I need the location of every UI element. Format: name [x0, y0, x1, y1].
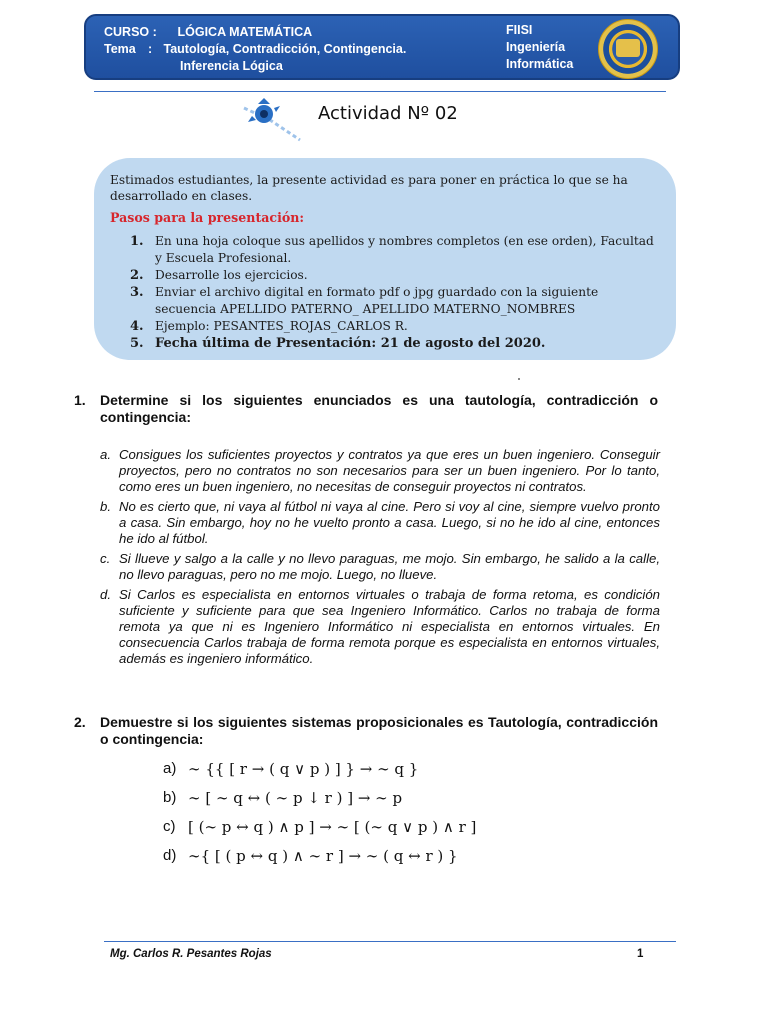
- topic-row: [104, 42, 406, 56]
- item-letter: a.: [100, 447, 111, 462]
- step-item: [130, 284, 658, 318]
- formula-label: b): [163, 789, 177, 806]
- step-number: 2.: [130, 268, 144, 283]
- step-number: 5.: [130, 336, 144, 351]
- topic-label: Tema: [104, 42, 136, 56]
- item-text: Si Carlos es especialista en entornos virtuales o trabaja de forma retoma, es condición suficiente y suficiente para que sea Ingeniero Informático. Carlos no trabaja de forma remota ya que ni es Ingeniero Informático ni especialista en entornos virtuales. En consecuencia Carlos trabaja de forma remota porque es especialista en entornos virtuales, además es ingeniero informático.: [119, 587, 660, 666]
- question1-item: [100, 587, 660, 667]
- formula-row: [163, 760, 643, 789]
- step-text-deadline: Fecha última de Presentación: 21 de agosto del 2020.: [155, 336, 546, 351]
- faculty-line2: Ingeniería: [506, 40, 566, 54]
- step-text: En una hoja coloque sus apellidos y nombres completos (en ese orden), Facultad y Escuela Profesional.: [155, 234, 654, 265]
- question1-number: 1.: [74, 392, 86, 408]
- activity-title: Actividad Nº 02: [318, 103, 458, 124]
- question1-item: [100, 551, 660, 583]
- step-text: Enviar el archivo digital en formato pdf o jpg guardado con la siguiente secuencia APELLIDO PATERNO_ APELLIDO MATERNO_NOMBRES: [155, 285, 599, 316]
- instructions-box: [94, 158, 676, 360]
- formula-expression: ∼ {{ [ r → ( q ∨ p ) ] } → ∼ q }: [188, 760, 419, 778]
- topic-separator: :: [148, 42, 153, 56]
- formula-label: c): [163, 818, 176, 835]
- step-text: Ejemplo: PESANTES_ROJAS_CARLOS R.: [155, 319, 408, 333]
- question1-item: [100, 499, 660, 547]
- question2-text: Demuestre si los siguientes sistemas proposicionales es Tautología, contradicción o contingencia:: [100, 714, 658, 747]
- formula-expression: [ (∼ p ↔ q ) ∧ p ] → ∼ [ (∼ q ∨ p ) ∧ r ]: [188, 818, 477, 836]
- item-letter: d.: [100, 587, 111, 602]
- item-text: No es cierto que, ni vaya al fútbol ni vaya al cine. Pero si voy al cine, siempre vuelvo pronto a casa. Sin embargo, hoy no he vuelto pronto a casa. Luego, si no he ido al cine, entonces he ido al fútbol.: [119, 499, 660, 546]
- page-number: 1: [637, 948, 644, 960]
- seal-emblem-icon: [616, 39, 640, 57]
- topic-line2: Inferencia Lógica: [180, 59, 283, 73]
- course-value: LÓGICA MATEMÁTICA: [177, 25, 313, 39]
- formula-label: a): [163, 760, 177, 777]
- step-number: 3.: [130, 285, 144, 300]
- question1-item: [100, 447, 660, 495]
- intro-text: Estimados estudiantes, la presente actividad es para poner en práctica lo que se ha desarrollado en clases.: [110, 173, 628, 203]
- item-letter: b.: [100, 499, 111, 514]
- steps-heading: Pasos para la presentación:: [110, 210, 305, 225]
- formula-expression: ∼ [ ∼ q ↔ ( ∼ p ↓ r ) ] → ∼ p: [188, 789, 403, 807]
- step-item: [130, 233, 658, 267]
- step-number: 1.: [130, 234, 144, 249]
- steps-list: [130, 233, 658, 352]
- footer-divider: [104, 941, 676, 942]
- formula-expression: ∼{ [ ( p ↔ q ) ∧ ∼ r ] → ∼ ( q ↔ r ) }: [188, 847, 458, 865]
- step-text: Desarrolle los ejercicios.: [155, 268, 308, 282]
- header-divider: [94, 91, 666, 92]
- formula-list: [163, 760, 643, 876]
- header-banner: [84, 14, 680, 80]
- step-item: [130, 335, 658, 352]
- formula-row: [163, 789, 643, 818]
- step-item: [130, 318, 658, 335]
- formula-row: [163, 847, 643, 876]
- item-letter: c.: [100, 551, 111, 566]
- formula-row: [163, 818, 643, 847]
- course-label: CURSO :: [104, 25, 157, 39]
- step-number: 4.: [130, 319, 144, 334]
- course-row: [104, 25, 312, 39]
- question1-text: Determine si los siguientes enunciados es una tautología, contradicción o contingencia:: [100, 392, 658, 425]
- faculty-acronym: FIISI: [506, 23, 533, 37]
- question1-items: [100, 447, 660, 671]
- topic-line1: Tautología, Contradicción, Contingencia.: [163, 42, 407, 56]
- item-text: Si llueve y salgo a la calle y no llevo paraguas, me mojo. Sin embargo, he salido a la calle, no llevo paraguas, pero no me mojo. Luego, no llueve.: [119, 551, 660, 582]
- formula-label: d): [163, 847, 177, 864]
- faculty-block: [506, 22, 573, 73]
- step-item: [130, 267, 658, 284]
- question2-number: 2.: [74, 714, 86, 730]
- faculty-line3: Informática: [506, 57, 574, 71]
- university-seal-logo: [598, 19, 658, 79]
- footer-author: Mg. Carlos R. Pesantes Rojas: [110, 948, 272, 960]
- rocket-icon: [240, 96, 310, 146]
- item-text: Consigues los suficientes proyectos y contratos ya que eres un buen ingeniero. Conseguir proyectos, pero no contratos no son necesarios para ser un buen ingeniero. Por lo tanto, como eres un buen ingeniero, no necesitas de conseguir proyectos ni contratos.: [119, 447, 660, 494]
- stray-dot: [518, 378, 520, 380]
